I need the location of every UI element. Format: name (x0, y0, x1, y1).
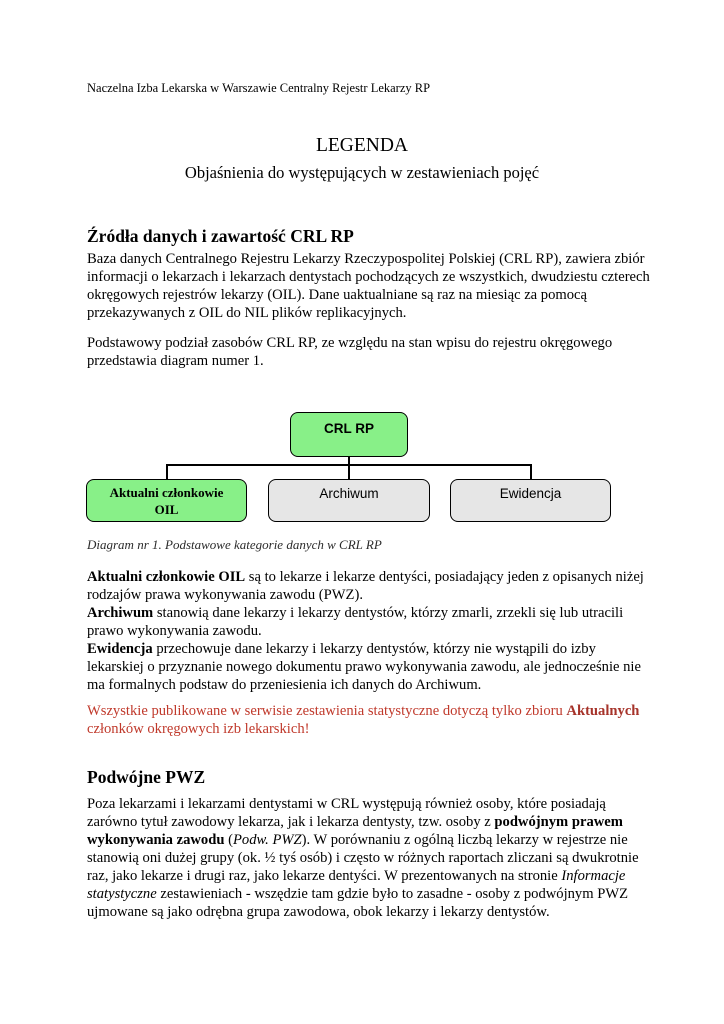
diagram-node-archive: Archiwum (268, 479, 430, 522)
text-italic: Informacje (561, 868, 626, 884)
term: Archiwum (87, 605, 154, 621)
paragraph-database-description (87, 250, 657, 322)
text-span: ( (224, 832, 233, 848)
paragraph-double-pwz (87, 795, 657, 921)
text-line: okręgowych rejestrów lekarzy (OIL). Dane uaktualniane są raz na miesiąc za pomocą (87, 287, 588, 303)
page-title: LEGENDA (315, 135, 409, 156)
paragraph-diagram-intro (87, 334, 657, 370)
definition-active-members (87, 568, 657, 586)
term: Aktualni członkowie OIL (87, 569, 246, 585)
notice-emphasis: Aktualnych (566, 703, 640, 719)
text-emphasis: wykonywania zawodu (87, 832, 225, 848)
text-line: ujmowane są jako odrębna grupa zawodowa, obok lekarzy i lekarzy dentystów. (87, 904, 550, 920)
node-label-line: OIL (154, 502, 179, 517)
text-line: ma formalnych podstaw do przeniesienia ich danych do Archiwum. (87, 677, 482, 693)
text-line: Baza danych Centralnego Rejestru Lekarzy Rzeczypospolitej Polskiej (CRL RP), zawiera zbiór (87, 251, 645, 267)
section-heading-double-pwz: Podwójne PWZ (87, 767, 206, 787)
definition-text: stanowią dane lekarzy i lekarzy dentystów, którzy zmarli, zrzekli się lub utracili (153, 605, 624, 621)
diagram-node-crl-rp: CRL RP (290, 412, 408, 457)
diagram-node-active-members (86, 479, 247, 522)
text-line: Poza lekarzami i lekarzami dentystami w CRL występują również osoby, które posiadają (87, 796, 606, 812)
text-span: ). W porównaniu z ogólną liczbą lekarzy w rejestrze nie (301, 832, 628, 848)
text-line: Podstawowy podział zasobów CRL RP, ze względu na stan wpisu do rejestru okręgowego (87, 335, 613, 351)
diagram-node-register: Ewidencja (450, 479, 611, 522)
definition-text: przechowuje dane lekarzy i lekarzy dentystów, którzy nie wystąpili do izby (152, 641, 596, 657)
text-line: lekarskiej o przyznanie nowego dokumentu prawo wykonywania zawodu, ale jednocześnie nie (87, 659, 641, 675)
text-span: zestawieniach - wszędzie tam gdzie było to zasadne - osoby z podwójnym PWZ (156, 886, 629, 902)
notice-text: członków okręgowych izb lekarskich! (87, 721, 310, 737)
text-line: prawo wykonywania zawodu. (87, 623, 262, 639)
text-line: przekazywanych z OIL do NIL plików replikacyjnych. (87, 305, 407, 321)
diagram-connector (348, 464, 350, 480)
text-span: zarówno tytuł zawodowy lekarza, jak i lekarza dentysty, tzw. osoby z (87, 814, 495, 830)
diagram-connector (166, 464, 168, 480)
definition-text: są to lekarze i lekarze dentyści, posiadający jeden z opisanych niżej (245, 569, 644, 585)
section-heading-sources: Źródła danych i zawartość CRL RP (87, 226, 354, 246)
diagram-connector (530, 464, 532, 480)
text-line: przedstawia diagram numer 1. (87, 353, 264, 369)
text-italic: statystyczne (87, 886, 157, 902)
page-subtitle: Objaśnienia do występujących w zestawieniach pojęć (184, 163, 540, 182)
node-label-line: Aktualni członkowie (109, 485, 224, 500)
definitions (87, 568, 657, 694)
definition-register (87, 640, 657, 658)
diagram-caption: Diagram nr 1. Podstawowe kategorie danych w CRL RP (87, 537, 382, 552)
definition-archive (87, 604, 657, 622)
text-italic: Podw. PWZ (232, 832, 302, 848)
text-span: raz, jako lekarze i drugi raz, jako lekarze dentyści. W prezentowanych na stronie (87, 868, 562, 884)
text-line: rodzajów prawa wykonywania zawodu (PWZ). (87, 587, 363, 603)
term: Ewidencja (87, 641, 153, 657)
page-header: Naczelna Izba Lekarska w Warszawie Centralny Rejestr Lekarzy RP (87, 81, 431, 95)
notice-published-statistics (87, 702, 657, 738)
notice-text: Wszystkie publikowane w serwisie zestawienia statystyczne dotyczą tylko zbioru (87, 703, 567, 719)
text-emphasis: podwójnym prawem (494, 814, 623, 830)
text-line: informacji o lekarzach i lekarzach dentystach pochodzących ze wszystkich, dwudziestu czterech (87, 269, 650, 285)
text-line: stanowią oni dużej grupy (ok. ½ tyś osób) i często w różnych raportach zliczani są dwukrotnie (87, 850, 639, 866)
